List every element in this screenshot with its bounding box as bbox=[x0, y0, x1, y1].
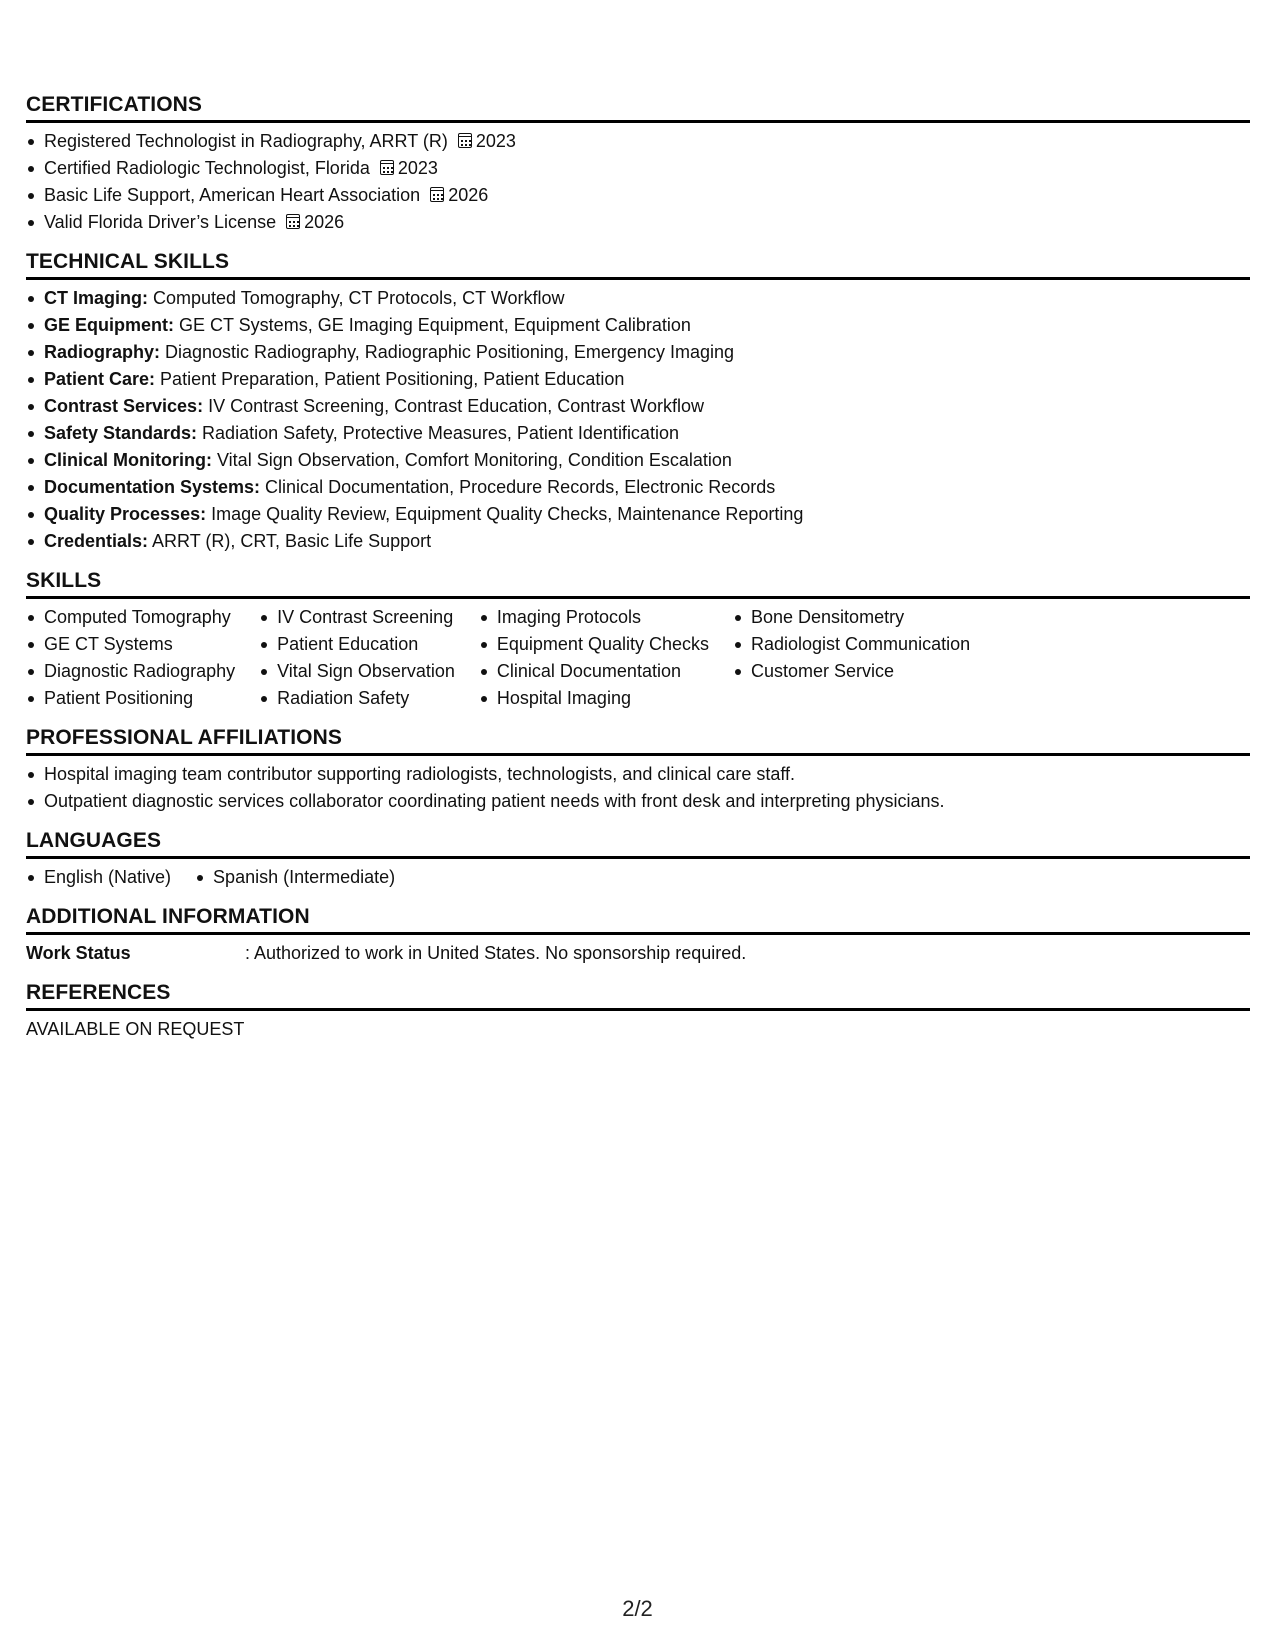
certification-name: Registered Technologist in Radiography, ARRT (R) bbox=[44, 131, 448, 151]
technical-skill-text: Patient Preparation, Patient Positioning, Patient Education bbox=[155, 369, 625, 389]
skill-item: Hospital Imaging bbox=[479, 685, 709, 712]
technical-skill-label: GE Equipment: bbox=[44, 315, 174, 335]
skills-column bbox=[733, 604, 970, 712]
technical-skill-item bbox=[26, 366, 1250, 393]
technical-skill-text: Image Quality Review, Equipment Quality Checks, Maintenance Reporting bbox=[206, 504, 804, 524]
work-status-row bbox=[26, 940, 1250, 967]
skills-column bbox=[26, 604, 235, 712]
skill-item: GE CT Systems bbox=[26, 631, 235, 658]
technical-skill-item bbox=[26, 474, 1250, 501]
skill-item: Customer Service bbox=[733, 658, 970, 685]
references-section bbox=[26, 981, 1250, 1043]
calendar-icon bbox=[430, 187, 444, 202]
affiliation-item: Hospital imaging team contributor supporting radiologists, technologists, and clinical care staff. bbox=[26, 761, 1250, 788]
technical-skill-text: Vital Sign Observation, Comfort Monitoring, Condition Escalation bbox=[212, 450, 732, 470]
technical-skill-item bbox=[26, 420, 1250, 447]
skills-grid bbox=[26, 604, 1250, 712]
work-status-label: Work Status bbox=[26, 943, 131, 963]
skill-item: Patient Positioning bbox=[26, 685, 235, 712]
section-title-additional-info: ADDITIONAL INFORMATION bbox=[26, 905, 310, 928]
technical-skill-label: Radiography: bbox=[44, 342, 161, 362]
section-divider bbox=[26, 120, 1250, 123]
section-title-languages: LANGUAGES bbox=[26, 829, 162, 852]
section-divider bbox=[26, 596, 1250, 599]
technical-skill-text: Computed Tomography, CT Protocols, CT Workflow bbox=[148, 288, 565, 308]
additional-info-section bbox=[26, 905, 1250, 967]
technical-skill-text: Diagnostic Radiography, Radiographic Positioning, Emergency Imaging bbox=[160, 342, 734, 362]
technical-skill-item bbox=[26, 312, 1250, 339]
technical-skill-item bbox=[26, 339, 1250, 366]
technical-skill-text: ARRT (R), CRT, Basic Life Support bbox=[148, 531, 432, 551]
affiliations-list bbox=[26, 761, 1250, 815]
certification-year: 2026 bbox=[304, 212, 345, 232]
certification-year: 2026 bbox=[448, 185, 489, 205]
technical-skill-text: Clinical Documentation, Procedure Records, Electronic Records bbox=[260, 477, 776, 497]
technical-skill-label: Documentation Systems: bbox=[44, 477, 261, 497]
certification-name: Certified Radiologic Technologist, Florida bbox=[44, 158, 370, 178]
technical-skill-item bbox=[26, 285, 1250, 312]
technical-skill-text: IV Contrast Screening, Contrast Education, Contrast Workflow bbox=[203, 396, 704, 416]
skill-item: Clinical Documentation bbox=[479, 658, 709, 685]
section-title-certifications: CERTIFICATIONS bbox=[26, 93, 203, 116]
skill-item: Radiologist Communication bbox=[733, 631, 970, 658]
skill-item: IV Contrast Screening bbox=[259, 604, 455, 631]
certifications-list bbox=[26, 128, 1250, 236]
skill-item: Radiation Safety bbox=[259, 685, 455, 712]
technical-skill-label: Quality Processes: bbox=[44, 504, 207, 524]
technical-skill-label: Clinical Monitoring: bbox=[44, 450, 212, 470]
technical-skill-item bbox=[26, 393, 1250, 420]
technical-skill-item bbox=[26, 501, 1250, 528]
skill-item: Imaging Protocols bbox=[479, 604, 709, 631]
technical-skill-label: Patient Care: bbox=[44, 369, 156, 389]
skills-column bbox=[479, 604, 709, 712]
skill-item: Diagnostic Radiography bbox=[26, 658, 235, 685]
section-title-skills: SKILLS bbox=[26, 569, 102, 592]
section-divider bbox=[26, 1008, 1250, 1011]
technical-skill-item bbox=[26, 447, 1250, 474]
technical-skills-list bbox=[26, 285, 1250, 555]
certification-item bbox=[26, 209, 1250, 236]
technical-skill-label: CT Imaging: bbox=[44, 288, 148, 308]
certification-year: 2023 bbox=[397, 158, 438, 178]
skill-item: Bone Densitometry bbox=[733, 604, 970, 631]
technical-skill-label: Contrast Services: bbox=[44, 396, 204, 416]
resume-content bbox=[26, 93, 1250, 1057]
certification-item bbox=[26, 128, 1250, 155]
affiliation-item: Outpatient diagnostic services collaborator coordinating patient needs with front desk and interpreting physicians. bbox=[26, 788, 1250, 815]
work-status-value: : Authorized to work in United States. No sponsorship required. bbox=[245, 943, 747, 963]
languages-list bbox=[26, 864, 1250, 891]
section-title-affiliations: PROFESSIONAL AFFILIATIONS bbox=[26, 726, 342, 749]
certification-year: 2023 bbox=[475, 131, 516, 151]
skills-section bbox=[26, 569, 1250, 712]
technical-skill-item bbox=[26, 528, 1250, 555]
language-item: Spanish (Intermediate) bbox=[195, 864, 395, 891]
skills-column bbox=[259, 604, 455, 712]
technical-skills-section bbox=[26, 250, 1250, 555]
section-divider bbox=[26, 277, 1250, 280]
section-divider bbox=[26, 856, 1250, 859]
certifications-section bbox=[26, 93, 1250, 236]
section-divider bbox=[26, 932, 1250, 935]
page-number: 2/2 bbox=[622, 1596, 653, 1621]
technical-skill-text: Radiation Safety, Protective Measures, Patient Identification bbox=[197, 423, 679, 443]
calendar-icon bbox=[380, 160, 394, 175]
affiliations-section bbox=[26, 726, 1250, 815]
certification-item bbox=[26, 182, 1250, 209]
skill-item: Equipment Quality Checks bbox=[479, 631, 709, 658]
calendar-icon bbox=[286, 214, 300, 229]
skill-item: Computed Tomography bbox=[26, 604, 235, 631]
certification-name: Basic Life Support, American Heart Association bbox=[44, 185, 421, 205]
technical-skill-label: Credentials: bbox=[44, 531, 149, 551]
certification-item bbox=[26, 155, 1250, 182]
technical-skill-label: Safety Standards: bbox=[44, 423, 198, 443]
section-divider bbox=[26, 753, 1250, 756]
calendar-icon bbox=[458, 133, 472, 148]
languages-section bbox=[26, 829, 1250, 891]
skill-item: Vital Sign Observation bbox=[259, 658, 455, 685]
certification-name: Valid Florida Driver’s License bbox=[44, 212, 277, 232]
language-item: English (Native) bbox=[26, 864, 171, 891]
technical-skill-text: GE CT Systems, GE Imaging Equipment, Equipment Calibration bbox=[174, 315, 691, 335]
references-text: AVAILABLE ON REQUEST bbox=[26, 1019, 245, 1039]
skill-item: Patient Education bbox=[259, 631, 455, 658]
section-title-technical-skills: TECHNICAL SKILLS bbox=[26, 250, 230, 273]
section-title-references: REFERENCES bbox=[26, 981, 171, 1004]
